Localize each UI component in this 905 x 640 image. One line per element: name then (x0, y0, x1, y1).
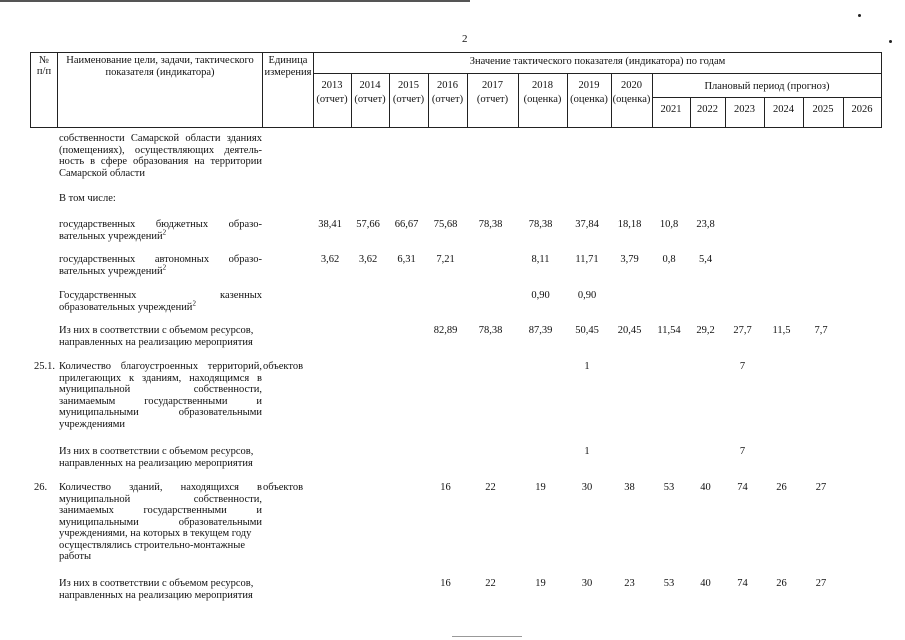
row-buildings-construction-name (59, 482, 262, 563)
value-cell: 11,54 (657, 325, 681, 336)
row-number: 26. (34, 482, 48, 493)
year-header-cell (567, 80, 611, 105)
value-cell: 0,90 (531, 290, 550, 301)
value-cell: 22 (485, 578, 496, 589)
page-number: 2 (462, 33, 468, 45)
year-header-cell (652, 104, 690, 116)
value-cell: 37,84 (575, 219, 599, 230)
footnote-mark: 2 (192, 299, 196, 307)
footnote-mark: 2 (162, 263, 167, 271)
value-cell: 20,45 (617, 325, 642, 336)
name-line: прилегающих к зданиям, находящимся в (59, 372, 262, 384)
year-label: 2013 (321, 80, 343, 91)
year-label: 2025 (812, 104, 834, 115)
year-label: 2016 (437, 80, 458, 91)
year-status-label: (отчет) (476, 93, 509, 105)
column-name-header: Наименование цели, задачи, тактического показателя (индикатора) (66, 55, 254, 78)
year-header-cell (611, 80, 652, 105)
name-line: занимаемых государственными и (59, 505, 262, 516)
value-cell: 26 (776, 482, 787, 493)
value-cell: 30 (581, 482, 593, 493)
year-status-label: (оценка) (523, 93, 562, 105)
plan-period-header: Плановый период (прогноз) (704, 81, 830, 92)
value-cell: 30 (581, 578, 593, 589)
year-status-label: (отчет) (431, 93, 464, 105)
value-cell: 7 (739, 446, 746, 457)
year-label: 2017 (482, 80, 503, 91)
bottom-scan-mark (452, 636, 522, 637)
value-cell: 87,39 (528, 325, 553, 336)
year-label: 2014 (359, 80, 381, 91)
name-line: муниципальными образовательными (59, 407, 262, 418)
value-cell: 0,90 (577, 290, 597, 301)
year-status-label: (отчет) (354, 93, 386, 105)
column-number-header: № п/п (36, 55, 52, 77)
value-cell: 74 (737, 482, 748, 493)
value-cell: 19 (535, 482, 546, 493)
value-cell: 40 (700, 578, 711, 589)
name-line: муниципальной собственности, (59, 384, 262, 395)
value-cell: 27 (815, 578, 827, 589)
name-line: образовательных учреждений (59, 301, 193, 313)
year-header-cell (467, 80, 518, 105)
year-label: 2018 (532, 80, 553, 91)
value-cell: 78,38 (528, 219, 553, 230)
year-header-cell (518, 80, 567, 105)
value-cell: 53 (663, 578, 675, 589)
row-unit: объектов (263, 361, 304, 372)
year-header-cell (764, 104, 803, 116)
name-line: Из них в соответствии с объемом ресурсов, (59, 578, 254, 589)
name-line: работы (59, 551, 92, 562)
value-cell: 3,62 (358, 254, 378, 265)
row-state-funded-institutions-name (59, 290, 262, 313)
name-line: ность в сфере образования на территории (59, 156, 262, 167)
value-cell: 7,21 (436, 254, 455, 265)
year-header-cell (351, 80, 389, 105)
year-header-cell (428, 80, 467, 105)
value-cell: 10,8 (659, 219, 679, 230)
value-cell: 22 (485, 482, 496, 493)
value-cell: 16 (440, 482, 451, 493)
value-cell: 27 (815, 482, 827, 493)
year-status-label: (отчет) (316, 93, 348, 105)
value-cell: 78,38 (478, 325, 503, 336)
value-cell: 1 (584, 361, 590, 372)
value-cell: 7 (739, 361, 746, 372)
value-cell: 7,7 (814, 325, 828, 336)
value-cell: 0,8 (662, 254, 676, 265)
year-header-cell (843, 104, 881, 116)
values-group-header: Значение тактического показателя (индикатора) по годам (469, 56, 726, 67)
value-cell: 57,66 (356, 219, 380, 230)
value-cell: 26 (776, 578, 787, 589)
value-cell: 18,18 (617, 219, 642, 230)
year-label: 2024 (773, 104, 794, 115)
year-label: 2021 (660, 104, 682, 115)
value-cell: 23 (624, 578, 635, 589)
year-status-label: (отчет) (392, 93, 425, 105)
value-cell: 38,41 (318, 219, 342, 230)
row-budget-institutions-name (59, 219, 262, 242)
value-cell: 27,7 (733, 325, 752, 336)
value-cell: 40 (700, 482, 711, 493)
row-improved-territories-name (59, 361, 262, 430)
name-line: учреждениями (59, 418, 126, 430)
value-cell: 53 (663, 482, 675, 493)
value-cell: 50,45 (575, 325, 599, 336)
value-cell: 78,38 (478, 219, 503, 230)
row-resource-share-name (59, 325, 262, 348)
year-status-label: (оценка) (612, 93, 651, 105)
value-cell: 66,67 (394, 219, 419, 230)
value-cell: 29,2 (696, 325, 715, 336)
value-cell: 11,71 (575, 254, 599, 265)
year-header-cell (313, 80, 351, 105)
value-cell: 16 (440, 578, 451, 589)
value-cell: 75,68 (433, 219, 458, 230)
year-label: 2019 (578, 80, 600, 91)
year-label: 2015 (398, 80, 419, 91)
year-header-cell (803, 104, 843, 116)
row-continuation-name (59, 133, 262, 179)
subheading-in-that-number: В том числе: (59, 193, 116, 204)
name-line: собственности Самарской области зданиях (59, 133, 262, 144)
year-header-cell (389, 80, 428, 105)
year-label: 2023 (734, 104, 755, 115)
value-cell: 3,79 (620, 254, 639, 265)
year-label: 2022 (697, 104, 718, 115)
name-line: направленных на реализацию мероприятия (59, 457, 253, 469)
value-cell: 19 (535, 578, 546, 589)
scan-speck (858, 14, 861, 17)
year-label: 2020 (621, 80, 642, 91)
name-line: (помещениях), осуществляющих деятель- (59, 144, 262, 156)
year-header-cell (690, 104, 725, 116)
value-cell: 74 (737, 578, 748, 589)
footnote-mark: 2 (162, 228, 167, 236)
value-cell: 3,62 (320, 254, 340, 265)
name-line: государственных бюджетных образо- (59, 219, 262, 230)
year-status-label: (оценка) (570, 93, 608, 105)
value-cell: 11,5 (772, 325, 791, 336)
name-line: муниципальными образовательными (59, 516, 262, 528)
name-line: Самарской области (59, 167, 145, 179)
year-label: 2026 (851, 104, 873, 115)
row-unit: объектов (263, 482, 304, 493)
row-autonomous-institutions-name (59, 254, 262, 277)
column-unit-header: Единица измерения (264, 55, 312, 78)
value-cell: 5,4 (698, 254, 713, 265)
value-cell: 23,8 (696, 219, 715, 230)
value-cell: 38 (624, 482, 635, 493)
row-number: 25.1. (34, 361, 55, 372)
name-line: Из них в соответствии с объемом ресурсов, (59, 325, 254, 336)
value-cell: 1 (584, 446, 590, 457)
scan-speck (889, 40, 892, 43)
name-line: занимаемым государственными и (59, 395, 262, 407)
top-border-rule (0, 0, 470, 2)
name-line: государственных автономных образо- (59, 254, 262, 265)
value-cell: 82,89 (433, 325, 458, 336)
name-line: вательных учреждений (59, 230, 163, 242)
name-line: Государственных казенных (59, 290, 262, 301)
name-line: направленных на реализацию мероприятия (59, 336, 253, 348)
name-line: вательных учреждений (59, 265, 163, 277)
name-line: Количество благоустроенных территорий, (59, 361, 262, 372)
value-cell: 8,11 (531, 254, 550, 265)
name-line: Количество зданий, находящихся в (59, 482, 262, 493)
name-line: учреждениями, на которых в текущем году (59, 528, 252, 539)
row-resource-share-name (59, 578, 262, 601)
name-line: направленных на реализацию мероприятия (59, 589, 253, 601)
name-line: Из них в соответствии с объемом ресурсов, (59, 446, 254, 457)
value-cell: 6,31 (397, 254, 416, 265)
year-header-cell (725, 104, 764, 116)
name-line: муниципальной собственности, (59, 493, 262, 505)
name-line: осуществлялись строительно-монтажные (59, 539, 245, 551)
row-resource-share-name (59, 446, 262, 469)
